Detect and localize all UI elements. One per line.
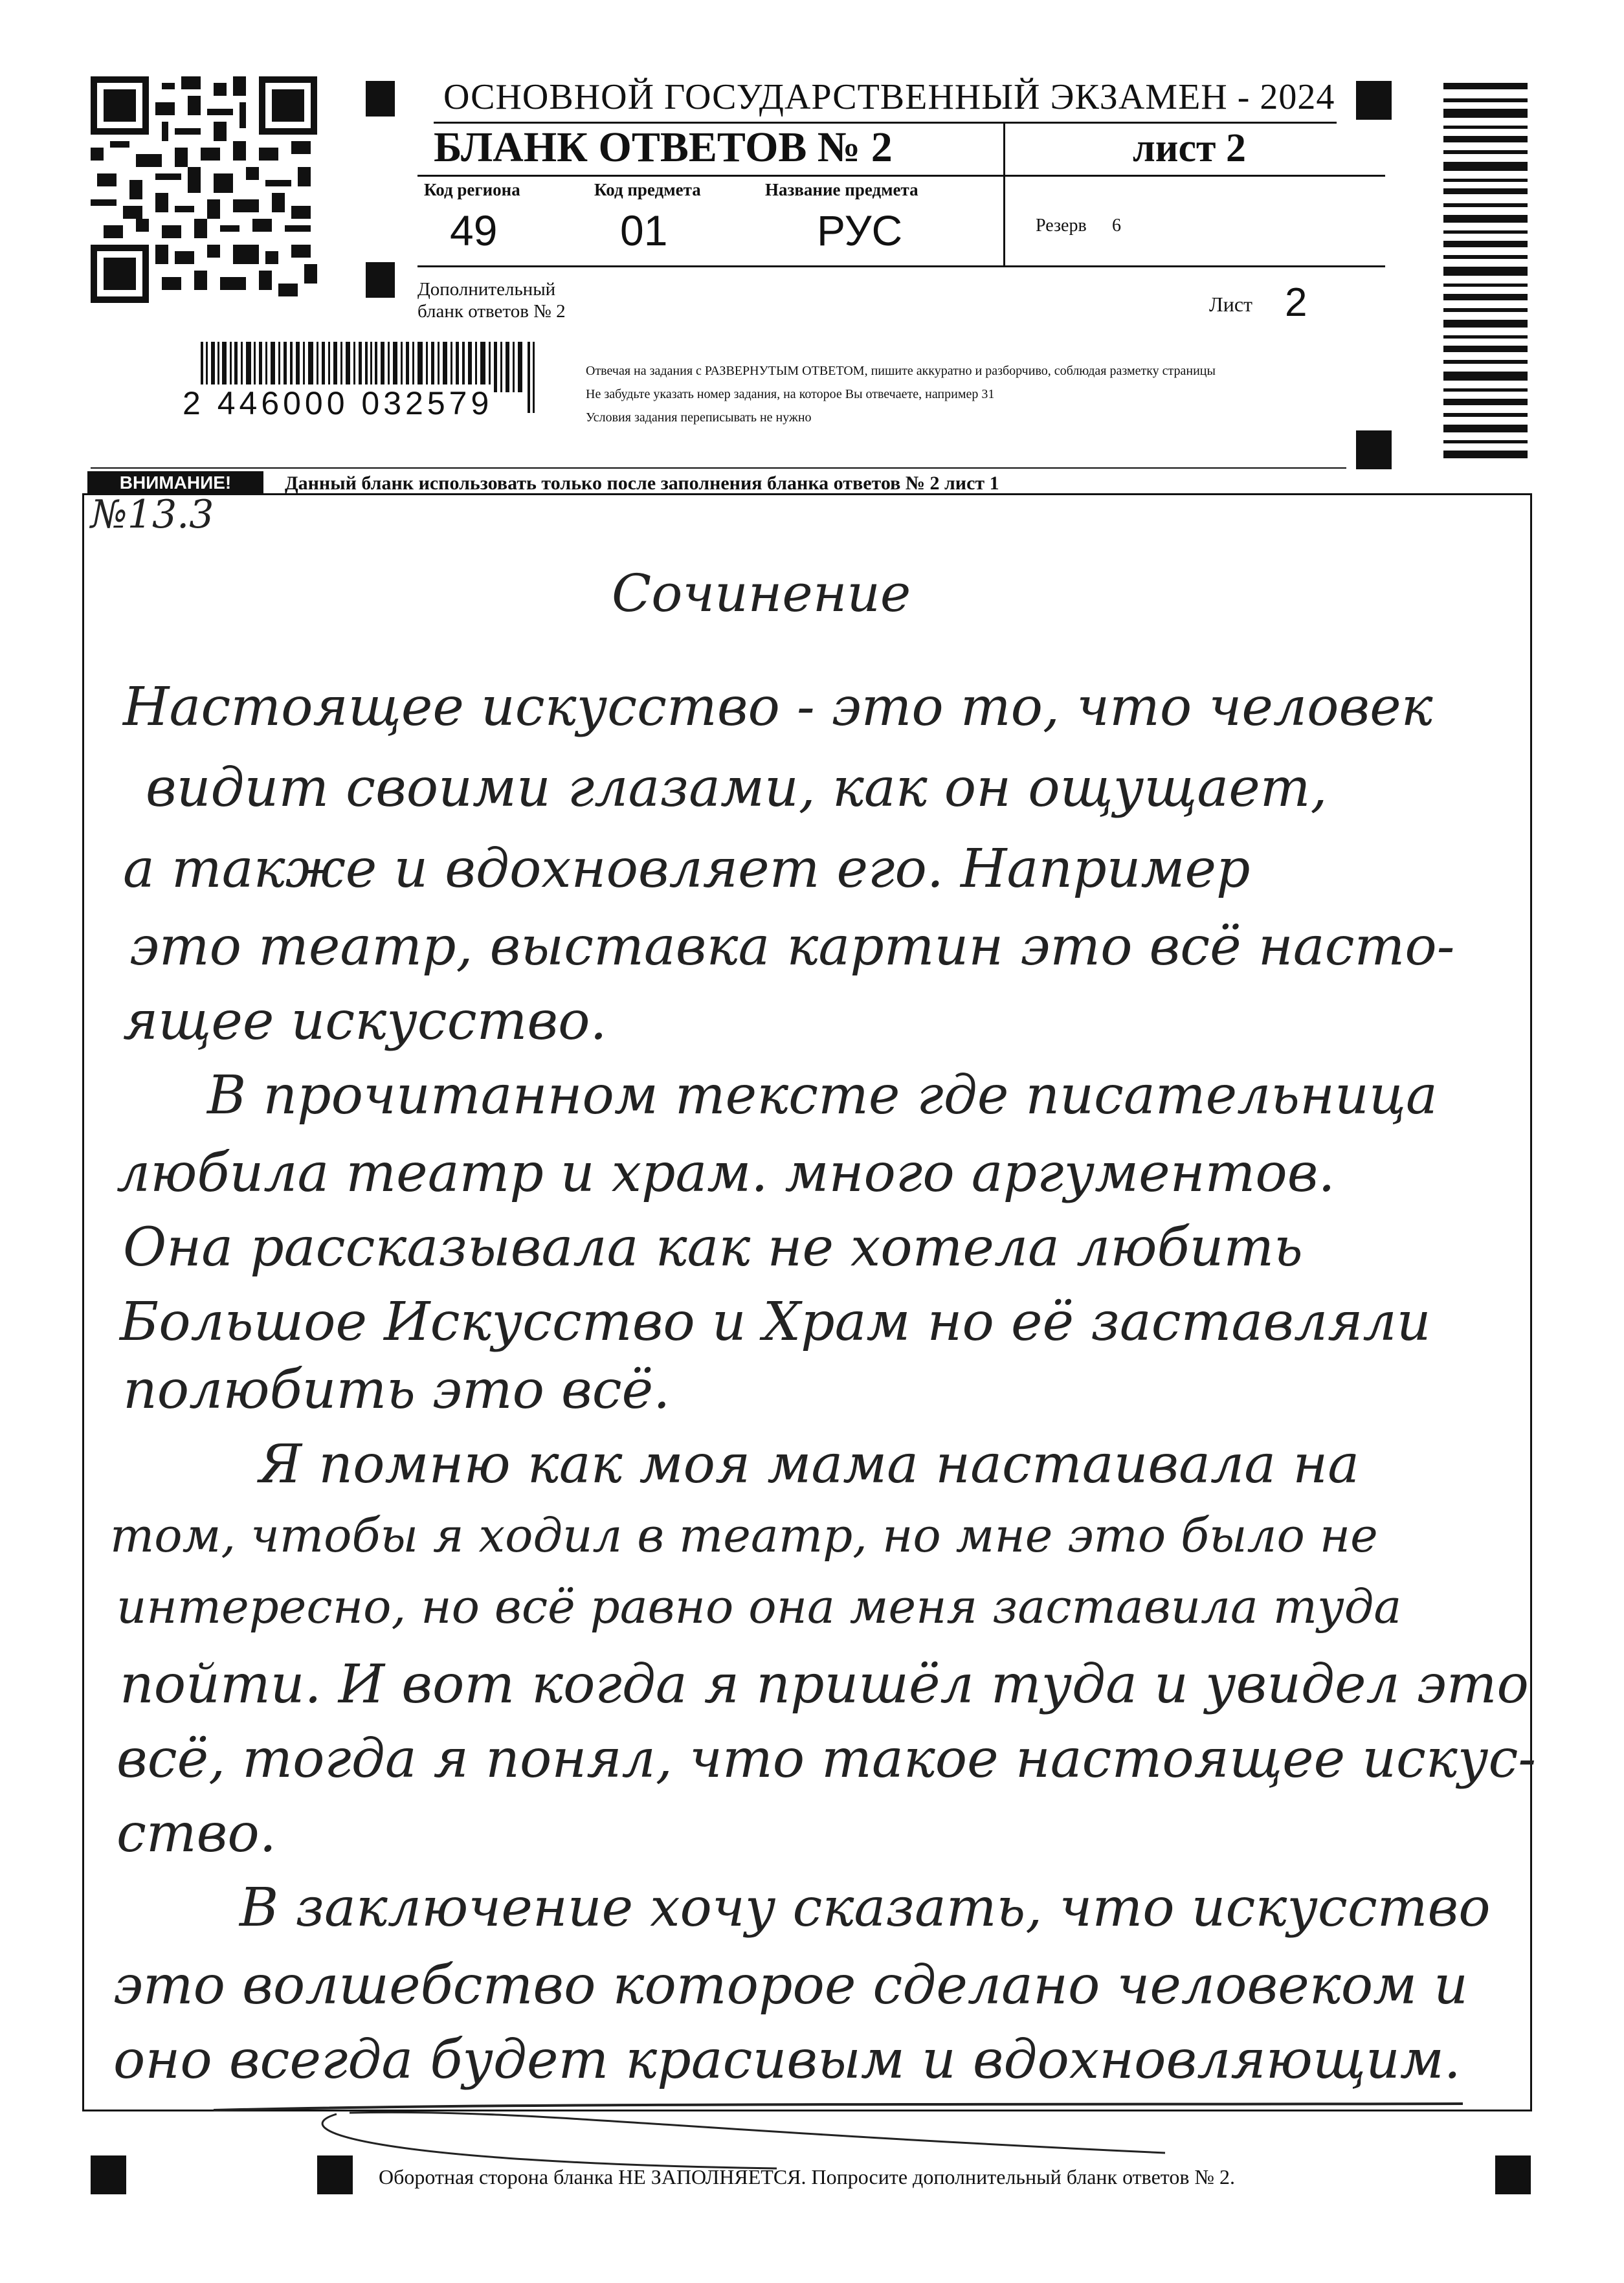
registration-marker (1356, 81, 1392, 120)
reserve-value: 6 (1112, 216, 1121, 236)
subject-name-value: РУС (817, 206, 903, 254)
header-divider (1003, 123, 1005, 267)
task-number: №13.3 (91, 492, 214, 537)
essay-line: ство. (117, 1803, 276, 1864)
registration-marker (366, 81, 395, 117)
essay-line: всё, тогда я понял, что такое настоящее искус- (117, 1728, 1537, 1790)
essay-line: В заключение хочу сказать, что искусство (239, 1877, 1491, 1939)
additional-form-label (417, 278, 566, 322)
essay-line: том, чтобы я ходил в театр, но мне это было не (110, 1508, 1378, 1563)
instruction-line: Условия задания переписывать не нужно (586, 410, 812, 425)
additional-form-label-line1: Дополнительный (417, 279, 556, 300)
form-title: БЛАНК ОТВЕТОВ № 2 (434, 124, 893, 171)
additional-form-label-line2: бланк ответов № 2 (417, 301, 566, 322)
instruction-line: Отвечая на задания с РАЗВЕРНУТЫМ ОТВЕТОМ, пишите аккуратно и разборчиво, соблюдая разметку страницы (586, 364, 1216, 378)
registration-marker (366, 262, 395, 298)
sheet-label: лист 2 (1133, 126, 1246, 170)
instruction-line: Не забудьте указать номер задания, на которое Вы отвечаете, например 31 (586, 387, 995, 401)
instructions (586, 359, 1216, 429)
essay-line: пойти. И вот когда я пришёл туда и увидел это (120, 1654, 1529, 1715)
essay-line: видит своими глазами, как он ощущает, (146, 757, 1328, 819)
side-barcode (1443, 83, 1528, 462)
essay-line: это волшебство которое сделано человеком и (113, 1955, 1468, 2016)
essay-line: интересно, но всё равно она меня заставила туда (117, 1579, 1402, 1634)
essay-line: полюбить это всё. (123, 1359, 671, 1421)
footer-note: Оборотная сторона бланка НЕ ЗАПОЛНЯЕТСЯ. Попросите дополнительный бланк ответов № 2. (379, 2165, 1235, 2188)
essay-line: а также и вдохновляет его. Например (123, 838, 1251, 900)
barcode-number: 2 446000 032579 (183, 385, 493, 421)
exam-title: ОСНОВНОЙ ГОСУДАРСТВЕННЫЙ ЭКЗАМЕН - 2024 (443, 77, 1335, 117)
qr-code (91, 76, 317, 303)
essay-line: любила театр и храм. много аргументов. (117, 1142, 1335, 1204)
instructions-rule (91, 467, 1346, 469)
essay-line: Она рассказывала как не хотела любить (123, 1217, 1303, 1278)
essay-line: В прочитанном тексте где писательница (207, 1065, 1438, 1126)
essay-line: оно всегда будет красивым и вдохновляющим. (113, 2029, 1461, 2091)
reserve-label: Резерв (1036, 216, 1087, 236)
essay-line: Большое Искусство и Храм но её заставляли (120, 1291, 1431, 1353)
sheet-number-label: Лист (1209, 293, 1253, 316)
warning-badge: ВНИМАНИЕ! (87, 471, 263, 495)
subject-code-label: Код предмета (594, 180, 701, 199)
region-label: Код региона (424, 180, 520, 199)
form-title-rule (417, 175, 1385, 177)
warning-text: Данный бланк использовать только после заполнения бланка ответов № 2 лист 1 (285, 473, 999, 494)
subject-name-label: Название предмета (765, 180, 918, 199)
essay-line: Настоящее искусство - это то, что человек (123, 676, 1433, 738)
registration-marker (1495, 2155, 1531, 2194)
sheet-number-value: 2 (1285, 280, 1307, 325)
essay-line: это театр, выставка картин это всё насто- (129, 916, 1455, 977)
registration-marker (91, 2155, 126, 2194)
essay-line: ящее искусство. (123, 990, 607, 1052)
essay-title: Сочинение (612, 563, 911, 623)
subject-code-value: 01 (620, 206, 668, 254)
header-bottom-rule (417, 265, 1385, 267)
essay-line: Я помню как моя мама настаивала на (259, 1434, 1360, 1495)
registration-marker (1356, 430, 1392, 469)
region-value: 49 (450, 206, 498, 254)
